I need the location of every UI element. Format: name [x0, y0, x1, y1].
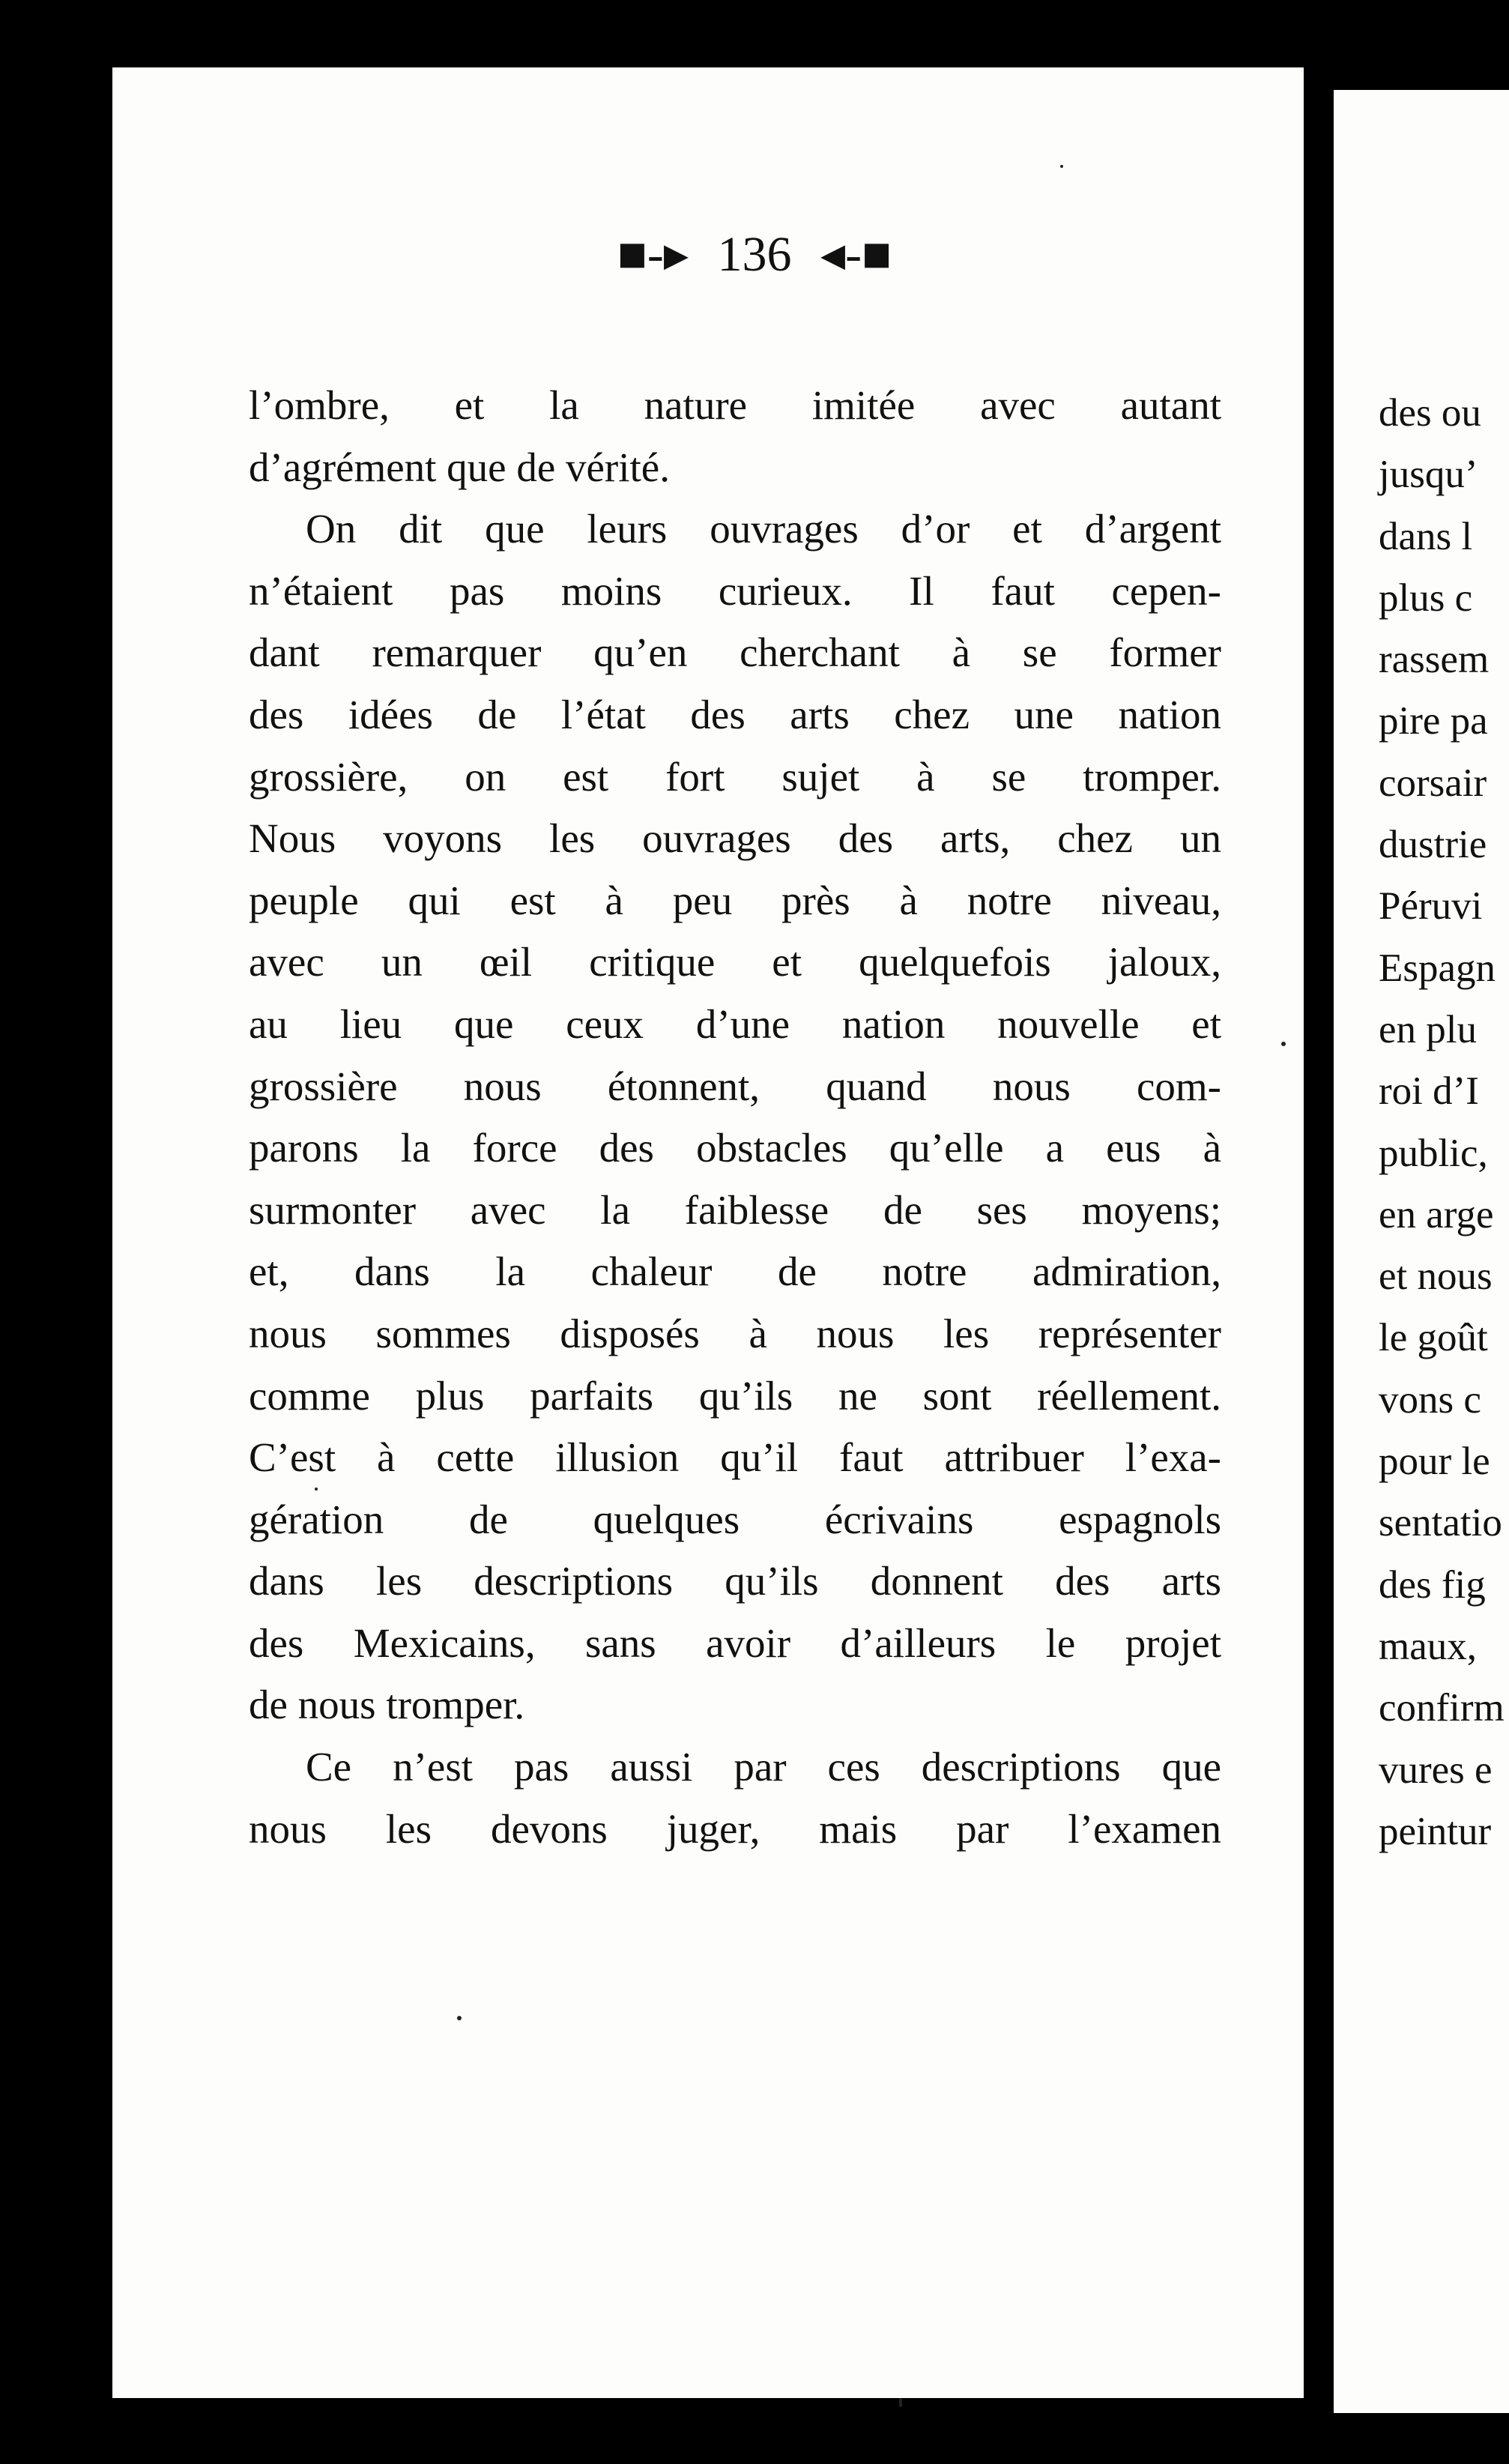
facing-line: confirm [1379, 1686, 1505, 1730]
facing-line: rassem [1379, 638, 1490, 682]
text-line: nous sommes disposés à nous les représenter [249, 1310, 1221, 1356]
text-line: On dit que leurs ouvrages d’or et d’argent [306, 506, 1221, 552]
ornament-right: ◂-■ [820, 227, 892, 282]
text-line: grossière, on est fort sujet à se tromper. [249, 753, 1221, 800]
facing-line: maux, [1379, 1624, 1477, 1668]
text-line: Ce n’est pas aussi par ces descriptions que [306, 1744, 1221, 1790]
text-line: et, dans la chaleur de notre admiration, [249, 1248, 1221, 1295]
paper-speck [899, 2398, 902, 2407]
facing-line: roi d’I [1379, 1069, 1479, 1114]
text-line: nous les devons juger, mais par l’examen [249, 1805, 1221, 1852]
page-number: 136 [717, 227, 792, 282]
facing-line: pour le [1379, 1440, 1490, 1484]
facing-page-text [1379, 382, 1505, 1862]
facing-line: plus c [1379, 576, 1473, 620]
paper-speck [457, 2016, 462, 2020]
text-line: parons la force des obstacles qu’elle a eus à [249, 1125, 1221, 1171]
text-line: peuple qui est à peu près à notre niveau, [249, 877, 1221, 923]
facing-line: vures e [1379, 1748, 1493, 1792]
text-line: au lieu que ceux d’une nation nouvelle et [249, 1000, 1221, 1047]
text-line: gération de quelques écrivains espagnols [249, 1496, 1221, 1542]
text-line: dans les descriptions qu’ils donnent des arts [249, 1558, 1221, 1604]
facing-line: des fig [1379, 1562, 1486, 1607]
facing-line: public, [1379, 1131, 1488, 1175]
facing-line: sentatio [1379, 1501, 1502, 1545]
text-line: dant remarquer qu’en cherchant à se former [249, 629, 1221, 676]
text-line: de nous tromper. [249, 1682, 525, 1728]
text-line: des idées de l’état des arts chez une nation [249, 691, 1221, 737]
facing-line: dans l [1379, 514, 1473, 558]
facing-line: en plu [1379, 1007, 1477, 1051]
facing-line: peintur [1379, 1809, 1492, 1853]
page-header [0, 225, 1509, 283]
body-text [249, 375, 1221, 1860]
text-line: d’agrément que de vérité. [249, 444, 670, 490]
text-line: Nous voyons les ouvrages des arts, chez un [249, 815, 1221, 862]
paper-speck [1281, 1042, 1286, 1046]
facing-line: le goût [1379, 1316, 1488, 1360]
paper-speck [1060, 165, 1063, 168]
text-line: avec un œil critique et quelquefois jaloux, [249, 939, 1221, 985]
facing-line: des ou [1379, 391, 1481, 435]
text-line: l’ombre, et la nature imitée avec autant [249, 382, 1221, 428]
facing-line: corsair [1379, 761, 1487, 805]
facing-line: Espagn [1379, 946, 1496, 990]
text-line: comme plus parfaits qu’ils ne sont réellement. [249, 1372, 1221, 1419]
text-line: n’étaient pas moins curieux. Il faut cepen- [249, 567, 1221, 614]
facing-line: pire pa [1379, 699, 1488, 743]
facing-line: vons c [1379, 1377, 1481, 1422]
facing-line: dustrie [1379, 823, 1487, 867]
facing-line: Péruvi [1379, 884, 1483, 928]
text-line: grossière nous étonnent, quand nous com- [249, 1063, 1221, 1109]
facing-line: en arge [1379, 1192, 1494, 1236]
text-line: des Mexicains, sans avoir d’ailleurs le projet [249, 1619, 1221, 1666]
text-line: C’est à cette illusion qu’il faut attribuer l’exa- [249, 1434, 1221, 1481]
paper-speck [315, 1488, 318, 1491]
ornament-left: ■-▸ [617, 227, 689, 282]
facing-line: et nous [1379, 1254, 1493, 1299]
facing-line: jusqu’ [1379, 453, 1478, 497]
text-line: surmonter avec la faiblesse de ses moyens; [249, 1186, 1221, 1233]
